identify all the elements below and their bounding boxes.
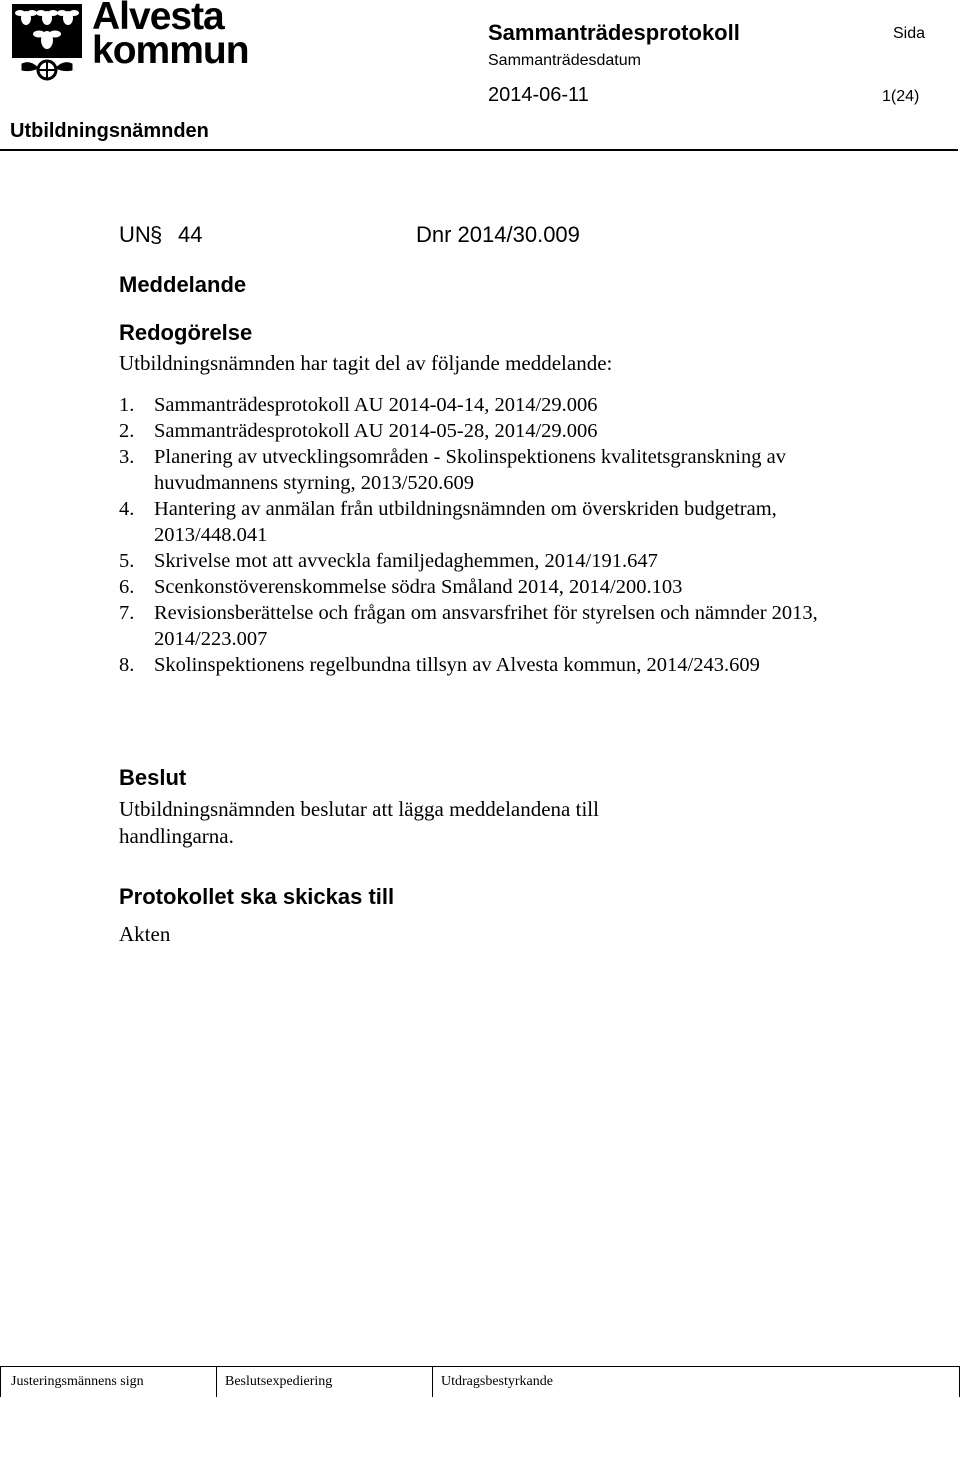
list-item-text: Skolinspektionens regelbundna tillsyn av Alvesta kommun, 2014/243.609 <box>154 654 760 676</box>
list-item <box>119 496 879 548</box>
distribution-recipient: Akten <box>119 922 171 946</box>
bee-crest-icon <box>12 4 82 84</box>
list-item-number: 6. <box>119 576 135 598</box>
list-item-number: 1. <box>119 394 135 416</box>
municipality-emblem <box>12 4 82 84</box>
municipality-logo-text <box>92 0 249 72</box>
list-item <box>119 392 879 418</box>
redogorelse-heading: Redogörelse <box>119 320 253 345</box>
case-number: 44 <box>178 222 203 247</box>
distribution-heading: Protokollet ska skickas till <box>119 884 395 909</box>
list-item <box>119 600 879 652</box>
list-item-text: Scenkonstöverenskommelse södra Småland 2014, 2014/200.103 <box>154 576 683 598</box>
footer-divider <box>216 1367 217 1397</box>
diary-number: Dnr 2014/30.009 <box>416 222 580 247</box>
list-item-number: 4. <box>119 498 135 520</box>
list-item-number: 2. <box>119 420 135 442</box>
list-item <box>119 652 879 678</box>
page-number: 1(24) <box>882 88 920 105</box>
list-item-number: 5. <box>119 550 135 572</box>
list-item-text: Skrivelse mot att avveckla familjedaghemmen, 2014/191.647 <box>154 550 658 572</box>
meeting-date: 2014-06-11 <box>488 84 589 106</box>
list-item-text: Sammanträdesprotokoll AU 2014-05-28, 2014/29.006 <box>154 420 598 442</box>
header-divider <box>0 149 958 151</box>
list-item-text: Planering av utvecklingsområden - Skolinspektionens kvalitetsgranskning av huvudmannens styrning, 2013/520.609 <box>154 446 786 494</box>
footer-justering-label: Justeringsmännens sign <box>11 1374 144 1389</box>
list-item <box>119 574 879 600</box>
beslut-text: Utbildningsnämnden beslutar att lägga meddelandena till handlingarna. <box>119 797 599 848</box>
page-label: Sida <box>893 25 926 42</box>
logo-line-1: Alvesta <box>92 0 224 38</box>
logo-line-2: kommun <box>92 29 249 72</box>
list-item <box>119 548 879 574</box>
footer-bestyrkande-label: Utdragsbestyrkande <box>441 1374 553 1389</box>
document-type-title: Sammanträdesprotokoll <box>488 20 740 45</box>
list-item <box>119 444 879 496</box>
list-item-text: Hantering av anmälan från utbildningsnämnden om överskriden budgetram, 2013/448.041 <box>154 498 777 546</box>
list-item-text: Sammanträdesprotokoll AU 2014-04-14, 2014/29.006 <box>154 394 598 416</box>
list-item-number: 8. <box>119 654 135 676</box>
list-item-number: 7. <box>119 602 135 624</box>
case-prefix: UN <box>119 222 151 247</box>
list-item-text: Revisionsberättelse och frågan om ansvarsfrihet för styrelsen och nämnder 2013, 2014/223.007 <box>154 602 818 650</box>
list-item <box>119 418 879 444</box>
list-item-number: 3. <box>119 446 135 468</box>
committee-name: Utbildningsnämnden <box>10 120 209 142</box>
message-list <box>119 392 879 678</box>
beslut-heading: Beslut <box>119 765 187 790</box>
meeting-date-label: Sammanträdesdatum <box>488 52 641 69</box>
footer-expediering-label: Beslutsexpediering <box>225 1374 333 1389</box>
signature-footer <box>0 1366 960 1397</box>
section-sign: § <box>150 222 163 247</box>
item-title: Meddelande <box>119 272 247 297</box>
footer-divider <box>432 1367 433 1397</box>
redogorelse-intro: Utbildningsnämnden har tagit del av följande meddelande: <box>119 351 613 375</box>
